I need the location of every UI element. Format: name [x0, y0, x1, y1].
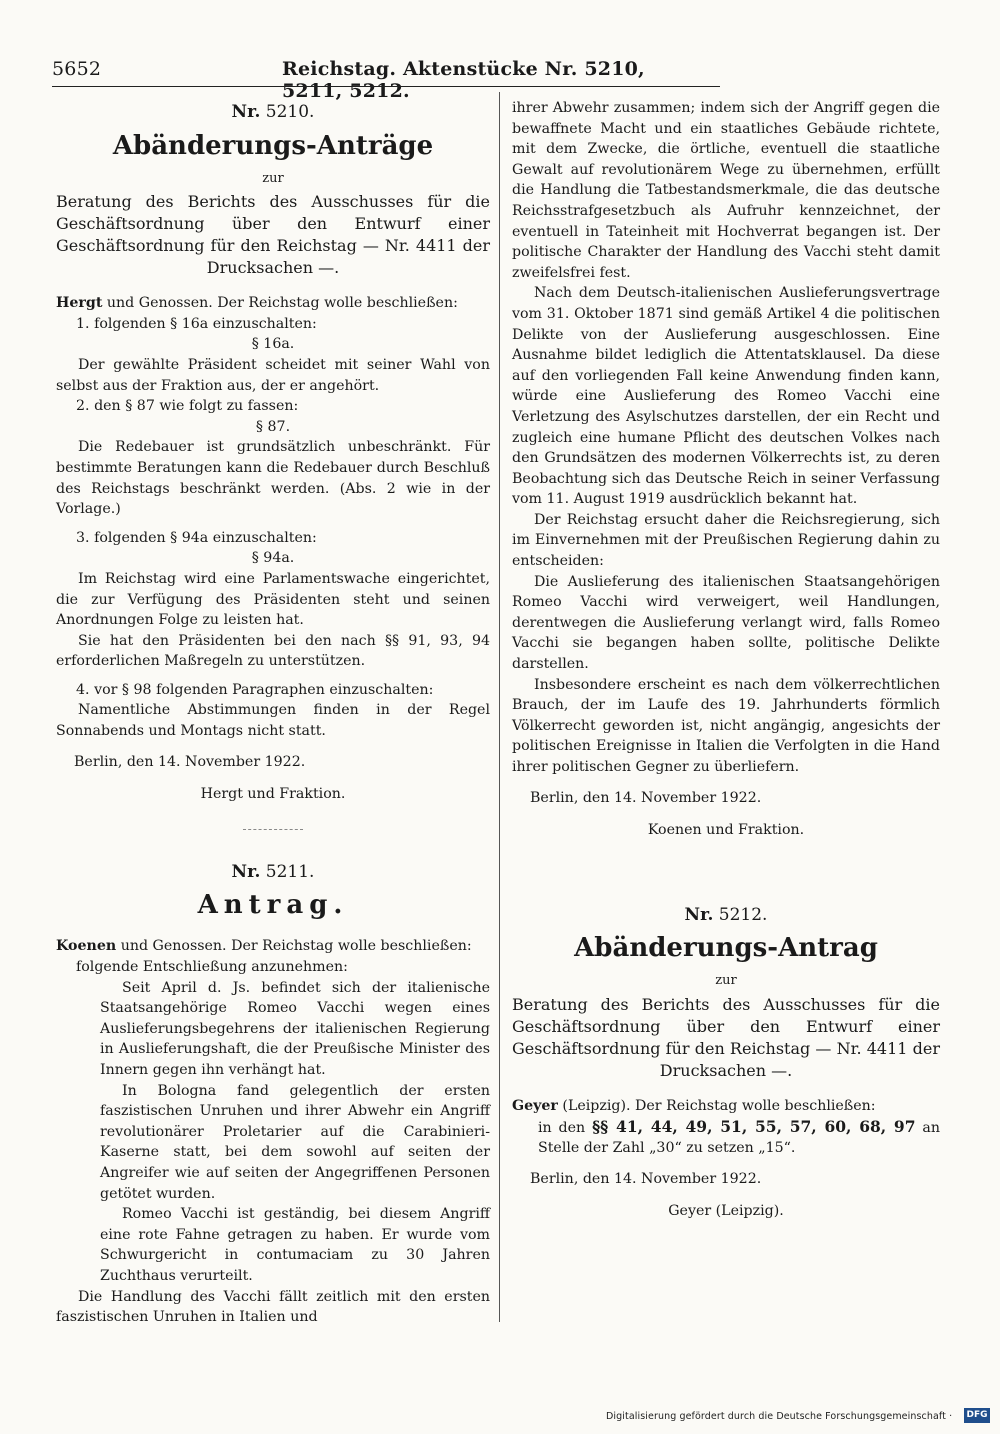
page-header — [52, 52, 712, 102]
doc-5210-title: Abänderungs-Anträge — [112, 130, 434, 161]
doc-5210-motion-intro: Hergt und Genossen. Der Reichstag wolle beschließen: — [56, 295, 458, 312]
doc-5210-item-4: 4. vor § 98 folgenden Paragraphen einzuschalten: — [76, 681, 434, 698]
doc-5211-cont-3: Der Reichstag ersucht daher die Reichsregierung, sich im Einvernehmen mit der Preußischen Regierung dahin zu entscheiden: — [512, 511, 940, 570]
page-number: 5652 — [52, 58, 102, 80]
doc-5210-item-4-body: Namentliche Abstimmungen finden in der Regel Sonnabends und Montags nicht statt. — [56, 702, 490, 740]
doc-5210-item-2-section: § 87. — [255, 418, 291, 435]
doc-5212-place-date: Berlin, den 14. November 1922. — [530, 1170, 762, 1187]
doc-5210-subject: Beratung des Berichts des Ausschusses für die Geschäftsordnung über den Entwurf einer Geschäftsordnung für den Reichstag — Nr. 4411 der Drucksachen —. — [56, 192, 490, 278]
doc-5212-signature: Geyer (Leipzig). — [668, 1203, 784, 1220]
doc-5210-item-2: 2. den § 87 wie folgt zu fassen: — [76, 398, 299, 415]
doc-5210-place-date: Berlin, den 14. November 1922. — [74, 753, 306, 770]
doc-5211-place-date: Berlin, den 14. November 1922. — [530, 789, 762, 806]
doc-5212-subject: Beratung des Berichts des Ausschusses für die Geschäftsordnung über den Entwurf einer Geschäftsordnung für den Reichstag — Nr. 4411 der Drucksachen —. — [512, 994, 940, 1080]
doc-5210-zur: zur — [262, 170, 284, 186]
header-rule — [52, 86, 720, 87]
doc-5211-cont-4: Die Auslieferung des italienischen Staatsangehörigen Romeo Vacchi wird verweigert, weil Handlungen, derentwegen die Auslieferung verlangt wird, falls Romeo Vacchi sie begangen haben sollte, politische Delikte darstellen. — [512, 573, 940, 673]
doc-5211-title: Antrag. — [197, 890, 349, 921]
doc-5212 — [512, 905, 940, 1222]
doc-5211-paragraph-3: Romeo Vacchi ist geständig, bei diesem Angriff eine rote Fahne getragen zu haben. Er wurde vom Schwurgericht in contumaciam zu 30 Jahren Zuchthaus verurteilt. — [100, 1206, 490, 1284]
doc-5211-number: Nr. 5211. — [231, 861, 315, 882]
doc-5211-cont-5: Insbesondere erscheint es nach dem völkerrechtlichen Brauch, der im Laufe des 19. Jahrhunderts förmlich Völkerrecht geworden ist, nicht angängig, angesichts der politischen Ereignisse in Italien die Verfolgten in die Hand ihrer politischen Gegner zu überliefern. — [512, 676, 940, 775]
header-title: Reichstag. Aktenstücke Nr. 5210, 5211, 5212. — [282, 58, 645, 102]
section-separator — [243, 829, 303, 830]
doc-5210-mover: Hergt — [56, 295, 103, 312]
doc-5211-continued — [512, 98, 940, 841]
doc-5212-zur: zur — [715, 973, 737, 989]
doc-5210-item-3-body: Im Reichstag wird eine Parlamentswache eingerichtet, die zur Verfügung des Präsidenten steht und seinen Anordnungen Folge zu leisten hat. — [56, 570, 490, 629]
doc-5212-motion-intro: Geyer (Leipzig). Der Reichstag wolle beschließen: — [512, 1097, 876, 1114]
doc-5210-number: Nr. 5210. — [231, 102, 315, 122]
doc-5210-signature: Hergt und Fraktion. — [200, 786, 346, 803]
left-column — [56, 98, 490, 1328]
doc-5211-paragraph-1: Seit April d. Js. befindet sich der italienische Staatsangehörige Romeo Vacchi wegen eines Auslieferungsbegehrens der italienischen Regierung in Auslieferungshaft, die der Preußische Minister des Innern gegen ihn verhängt hat. — [100, 979, 490, 1078]
doc-5212-number: Nr. 5212. — [684, 904, 768, 925]
doc-5212-body: in den §§ 41, 44, 49, 51, 55, 57, 60, 68, 97 an Stelle der Zahl „30“ zu setzen „15“. — [538, 1116, 941, 1157]
doc-5210-item-3: 3. folgenden § 94a einzuschalten: — [76, 529, 317, 546]
doc-5211-lead: folgende Entschließung anzunehmen: — [76, 959, 348, 976]
doc-5211-paragraph-2: In Bologna fand gelegentlich der ersten faszistischen Unruhen und ihrer Abwehr ein Angriff revolutionärer Proletarier auf die Carabinieri-Kaserne statt, bei dem sowohl auf seiten der Angreifer wie auf seiten der Angegriffenen Personen getötet wurden. — [100, 1082, 490, 1202]
doc-5211-signature: Koenen und Fraktion. — [647, 822, 805, 839]
right-column — [512, 98, 940, 1222]
doc-5210-item-2-body: Die Redebauer ist grundsätzlich unbeschränkt. Für bestimmte Beratungen kann die Redebauer durch Beschluß des Reichstags beschränkt werden. (Abs. 2 wie in der Vorlage.) — [56, 439, 490, 518]
doc-5212-sections: §§ 41, 44, 49, 51, 55, 57, 60, 68, 97 — [592, 1116, 916, 1136]
doc-5211 — [56, 862, 490, 1328]
doc-5210-item-1: 1. folgenden § 16a einzuschalten: — [76, 315, 317, 332]
doc-5210-item-3-section: § 94a. — [251, 550, 295, 567]
doc-5210-item-3-body-2: Sie hat den Präsidenten bei den nach §§ 91, 93, 94 erforderlichen Maßregeln zu unterstützen. — [56, 632, 490, 670]
column-divider — [499, 92, 500, 1322]
doc-5211-mover: Koenen — [56, 938, 117, 955]
doc-5210-item-1-section: § 16a. — [251, 336, 295, 353]
doc-5211-motion-intro: Koenen und Genossen. Der Reichstag wolle beschließen: — [56, 938, 472, 955]
funding-footer: Digitalisierung gefördert durch die Deutsche Forschungsgemeinschaft · — [606, 1411, 953, 1422]
doc-5212-mover: Geyer — [512, 1097, 558, 1114]
doc-5212-title: Abänderungs-Antrag — [574, 933, 878, 964]
doc-5211-resolution — [56, 978, 490, 1287]
doc-5210 — [56, 102, 490, 805]
dfg-logo: DFG — [964, 1408, 990, 1423]
doc-5211-cont-2: Nach dem Deutsch-italienischen Auslieferungsvertrage vom 31. Oktober 1871 sind gemäß Artikel 4 die politischen Delikte von der Auslieferung ausgeschlossen. Eine Ausnahme bildet lediglich die Attentatsklausel. Da diese auf den vorliegenden Fall keine Anwendung finden kann, würde eine Auslieferung des Romeo Vacchi eine Verletzung des Asylschutzes darstellen, der ein Recht und zugleich eine humane Pflicht des deutschen Volkes nach den Grundsätzen des modernen Völkerrechts ist, zu deren Beobachtung sich das Deutsche Reich in seiner Verfassung vom 11. August 1919 ausdrücklich bekannt hat. — [512, 285, 940, 508]
doc-5211-paragraph-4: Die Handlung des Vacchi fällt zeitlich mit den ersten faszistischen Unruhen in Italien und — [56, 1288, 490, 1326]
doc-5211-cont-1: ihrer Abwehr zusammen; indem sich der Angriff gegen die bewaffnete Macht und ein staatliches Gebäude richtete, mit dem Zwecke, die örtliche, eventuell die staatliche Gewalt auf revolutionärem Wege zu übernehmen, erfüllt die Handlung die Tatbestandsmerkmale, die das deutsche Reichsstrafgesetzbuch als Aufruhr kennzeichnet, der eventuell in Tateinheit mit Hochverrat begangen ist. Der politische Charakter der Handlung des Vacchi steht damit zweifelsfrei fest. — [512, 100, 940, 281]
doc-5210-item-1-body: Der gewählte Präsident scheidet mit seiner Wahl von selbst aus der Fraktion aus, der er angehört. — [56, 356, 490, 394]
